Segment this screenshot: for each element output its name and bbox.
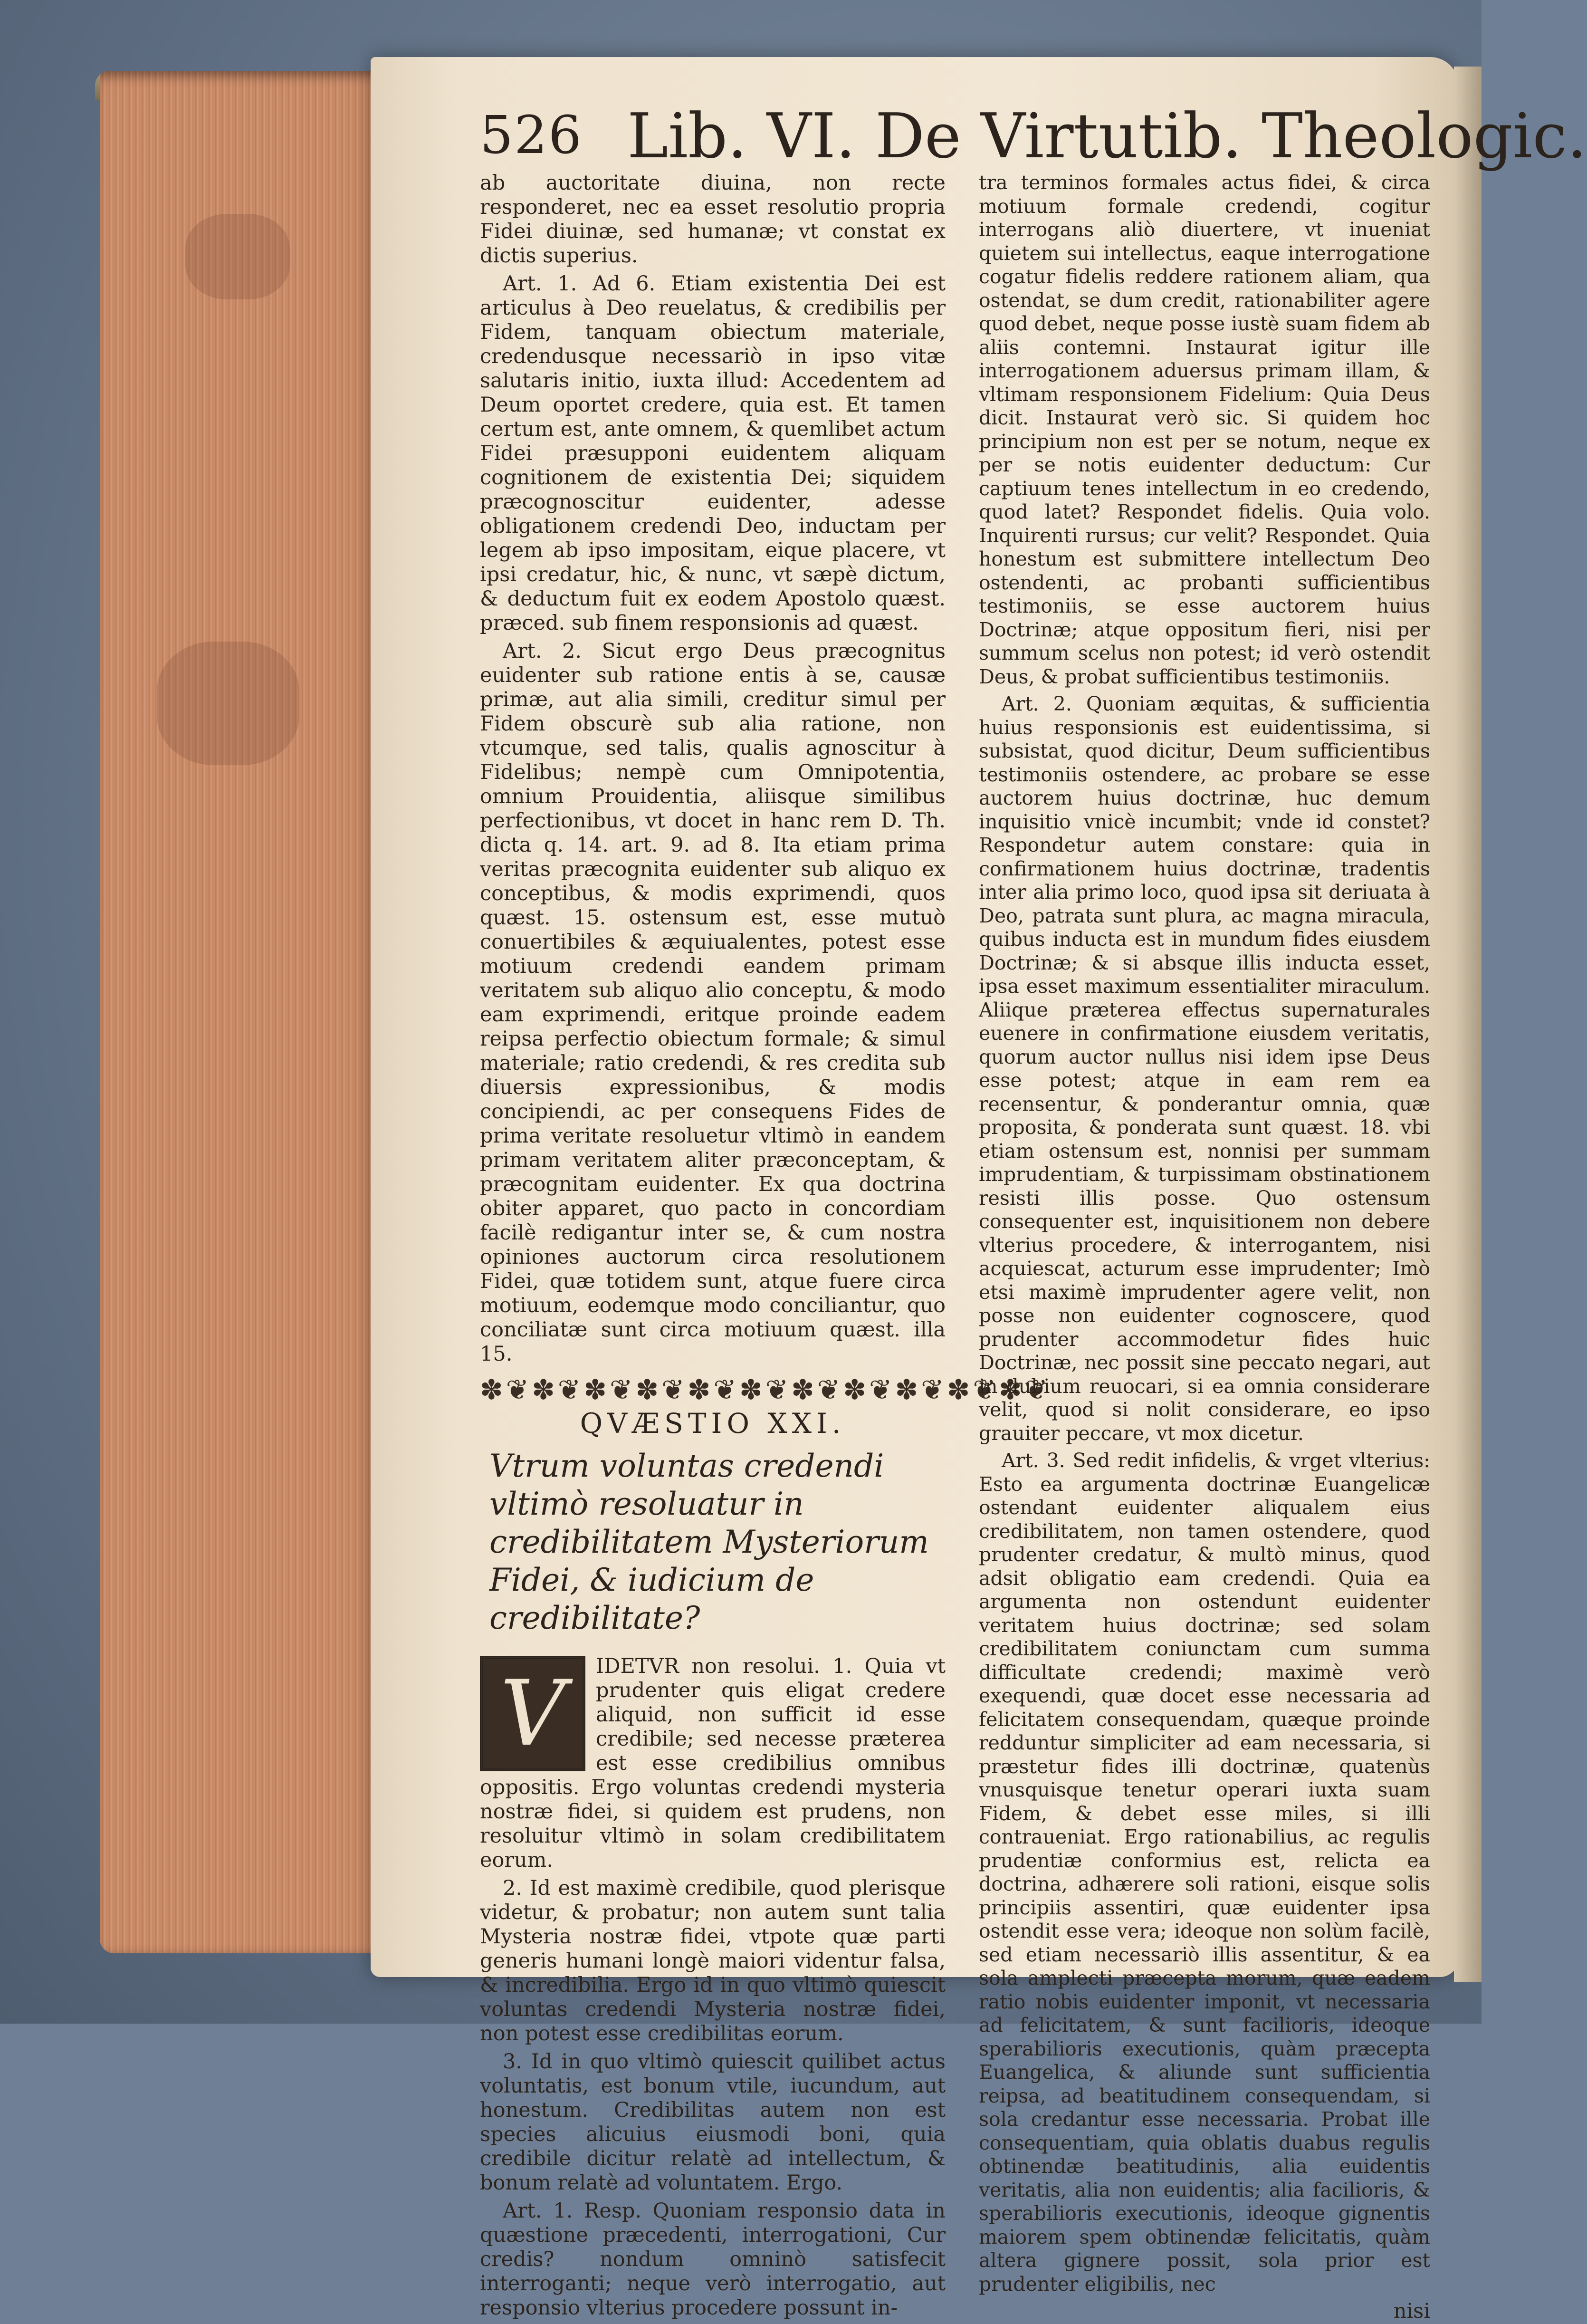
paragraph: tra terminos formales actus fidei, & circa motiuum formale credendi, cogitur interrogans aliò diuertere, vt inueniat quietem sui intellectus, eaque interrogatione cogatur fidelis reddere rationem aliam, qua ostendat, se dum credit, rationabiliter agere quod debet, neque posse iustè suam fidem ab aliis contemni. Instaurat igitur ille interrogationem aduersus primam illam, & vltimam responsionem Fidelium: Quia Deus dicit. Instaurat verò sic. Si quidem hoc principium non est per se notum, neque ex per se notis euidenter deductum: Cur captiuum tenes intellectum in eo credendo, quod latet? Respondet fidelis. Quia volo. Inquirenti rursus; cur velit? Respondet. Quia honestum est submittere intellectum Deo ostendenti, ac probanti sufficientibus testimoniis, se esse auctorem huius Doctrinæ; atque oppositum fieri, nisi per summum scelus non potest; id verò ostendit Deus, & probat sufficientibus testimoniis. [979,171,1430,688]
right-column [979,171,1430,2324]
question-subtitle: Vtrum voluntas credendi vltimò resoluatur in credibilitatem Mysteriorum Fidei, & iudicium de credibilitate? [489,1448,929,1636]
question-body [480,1654,946,1873]
paragraph: ab auctoritate diuina, non recte responderet, nec ea esset resolutio propria Fidei diuinæ, sed humanæ; vt constat ex dictis superius. [480,171,946,268]
paragraph: IDETVR non resolui. 1. Quia vt prudenter quis eligat credere aliquid, non sufficit id esse credibile; sed necesse præterea est esse credibilius omnibus oppositis. Ergo voluntas credendi mysteria nostræ fidei, si quidem est prudens, non resoluitur vltimò in solam credibilitatem eorum. [480,1654,946,1872]
page-content [480,100,1587,2323]
page-header [480,100,1587,176]
paragraph: Art. 2. Quoniam æquitas, & sufficientia huius responsionis est euidentissima, si subsistat, quod dicitur, Deum sufficientibus testimoniis ostendere, ac probare se esse auctorem huius doctrinæ, huc demum inquisitio vnicè incumbit; vnde id constet? Respondetur autem constare: quia in confirmationem huius doctrinæ, tradentis inter alia primo loco, quod ipsa sit deriuata à Deo, patrata sunt plura, ac magna miracula, quibus inducta est in mundum fides eiusdem Doctrinæ; & si absque illis inducta esset, ipsa esset maximum essentialiter miraculum. Aliique præterea effectus supernaturales euenere in confirmatione eiusdem veritatis, quorum auctor nullus nisi idem ipse Deus esse potest; atque in eam rem ea recensentur, & ponderantur omnia, quæ proposita, & ponderata sunt quæst. 18. vbi etiam ostensum est, nonnisi per summam imprudentiam, & turpissimam obstinationem resisti illis posse. Quo ostensum consequenter est, inquisitionem non debere vlterius procedere, & interrogantem, nisi acquiescat, acturum esse imprudenter; Imò etsi maximè imprudenter agere velit, non posse non euidenter cognoscere, quod prudenter accommodetur fides huic Doctrinæ, nec possit sine peccato negari, aut in dubium reuocari, si ea omnia considerare velit, quod si nolit considerare, eo ipso grauiter peccare, vt mox dicetur. [979,692,1430,1445]
paragraph: 2. Id est maximè credibile, quod plerisque videtur, & probatur; non autem sunt talia Mysteria nostræ fidei, vtpote quæ parti generis humani longè maiori videntur falsa, & incredibilia. Ergo id in quo vltimò quiescit voluntas credendi Mysteria nostræ fidei, non potest esse credibilitas eorum. [480,1876,946,2046]
catchword: nisi [1393,2299,1430,2323]
paragraph: Art. 1. Resp. Quoniam responsio data in quæstione præcedenti, interrogationi, Cur credis? nondum omninò satisfecit interroganti; neque verò interrogatio, aut responsio vlterius procedere possunt in- [480,2199,946,2320]
paragraph: Art. 3. Sed redit infidelis, & vrget vlterius: Esto ea argumenta doctrinæ Euangelicæ ostendant euidenter aliqualem eius credibilitatem, non tamen ostendere, quod prudenter credatur, & multò minus, quod adsit obligatio eam credendi. Quia ea argumenta non ostendunt euidenter veritatem huius doctrinæ; sed solam credibilitatem coniunctam cum summa difficultate credendi; maximè verò exequendi, quæ docet esse necessaria ad felicitatem consequendam, quæque proinde redduntur simpliciter ad eam necessaria, si præstetur fides illi doctrinæ, quatenùs vnusquisque tenetur operari iuxta suam Fidem, & debet esse miles, si illi contraueniat. Ergo rationabilius, ac regulis prudentiæ conformius est, relicta ea doctrina, adhærere soli rationi, eisque solis principiis assentiri, quæ euidenter ipsa ostendit esse vera; ideoque non solùm facilè, sed etiam necessariò illis assentitur, & ea sola amplecti præcepta morum, quæ eadem ratio nobis euidenter imponit, vt necessaria ad felicitatem, & sunt facilioris, ideoque sperabilioris executionis, quàm præcepta Euangelica, & aliunde sunt sufficientia reipsa, ad beatitudinem consequendam, si sola credantur esse necessaria. Probat ille consequentiam, quia oblatis duabus regulis obtinendæ beatitudinis, alia euidentis veritatis, alia non euidentis; alia facilioris, & sperabilioris executionis, ideoque gignentis maiorem spem obtinendæ felicitatis, quàm altera gignere possit, sola prior est prudenter eligibilis, nec [979,1449,1430,2295]
paragraph: Art. 1. Ad 6. Etiam existentia Dei est articulus à Deo reuelatus, & credibilis per Fidem, tanquam obiectum materiale, credendusque necessariò in ipso vitæ salutaris initio, iuxta illud: Accedentem ad Deum oportet credere, quia est. Et tamen certum est, ante omnem, & quemlibet actum Fidei præsupponi euidentem aliquam cognitionem de existentia Dei; siquidem præcognoscitur euidenter, adesse obligationem credendi Deo, inductam per legem ab ipso impositam, eique placere, vt ipsi credatur, hic, & nunc, vt sæpè dictum, & deductum fuit ex eodem Apostolo quæst. præced. sub finem responsionis ad quæst. [480,272,946,635]
left-column [480,171,1051,2324]
book-page-edges [100,71,394,1953]
ornament-divider: ✽❦✽❦✽❦✽❦✽❦✽❦✽❦✽❦✽❦✽❦✽❦ [480,1373,1051,1406]
paragraph: 3. Id in quo vltimò quiescit quilibet actus voluntatis, est bonum vtile, iucundum, aut honestum. Credibilitas autem non est species alicuius eiusmodi boni, quia credibile dicitur relatè ad intellectum, & bonum relatè ad voluntatem. Ergo. [480,2050,946,2195]
running-title: Lib. VI. De Virtutib. Theologic. [627,100,1587,172]
drop-cap: V [480,1656,585,1771]
question-title: QVÆSTIO XXI. [580,1407,846,1440]
page-number: 526 [480,105,583,165]
paragraph: Art. 2. Sicut ergo Deus præcognitus euidenter sub ratione entis à se, causæ primæ, aut alia simili, creditur simul per Fidem obscurè sub alia ratione, non vtcumque, sed talis, qualis agnoscitur à Fidelibus; nempè cum Omnipotentia, omnium Prouidentia, aliisque similibus perfectionibus, vt docet in hanc rem D. Th. dicta q. 14. art. 9. ad 8. Ita etiam prima veritas præcognita euidenter sub aliquo ex conceptibus, & modis exprimendi, quos quæst. 15. ostensum est, esse mutuò conuertibiles & æquiualentes, potest esse motiuum credendi eandem primam veritatem sub aliquo alio conceptu, & modo eam exprimendi, eritque proinde eadem reipsa perfectio obiectum formale; & simul materiale; ratio credendi, & res credita sub diuersis expressionibus, & modis concipiendi, ac per consequens Fides de prima veritate resoluetur vltimò in eandem primam veritatem aliter præconceptam, & præcognitam euidenter. Ex qua doctrina obiter apparet, quo pacto in concordiam facilè redigantur inter se, & cum nostra opiniones auctorum circa resolutionem Fidei, quæ totidem sunt, atque fuere circa motiuum, eodemque modo conciliantur, quo conciliatæ sunt circa motiuum quæst. illa 15. [480,639,946,1366]
facing-page-edge [1454,67,1482,1982]
